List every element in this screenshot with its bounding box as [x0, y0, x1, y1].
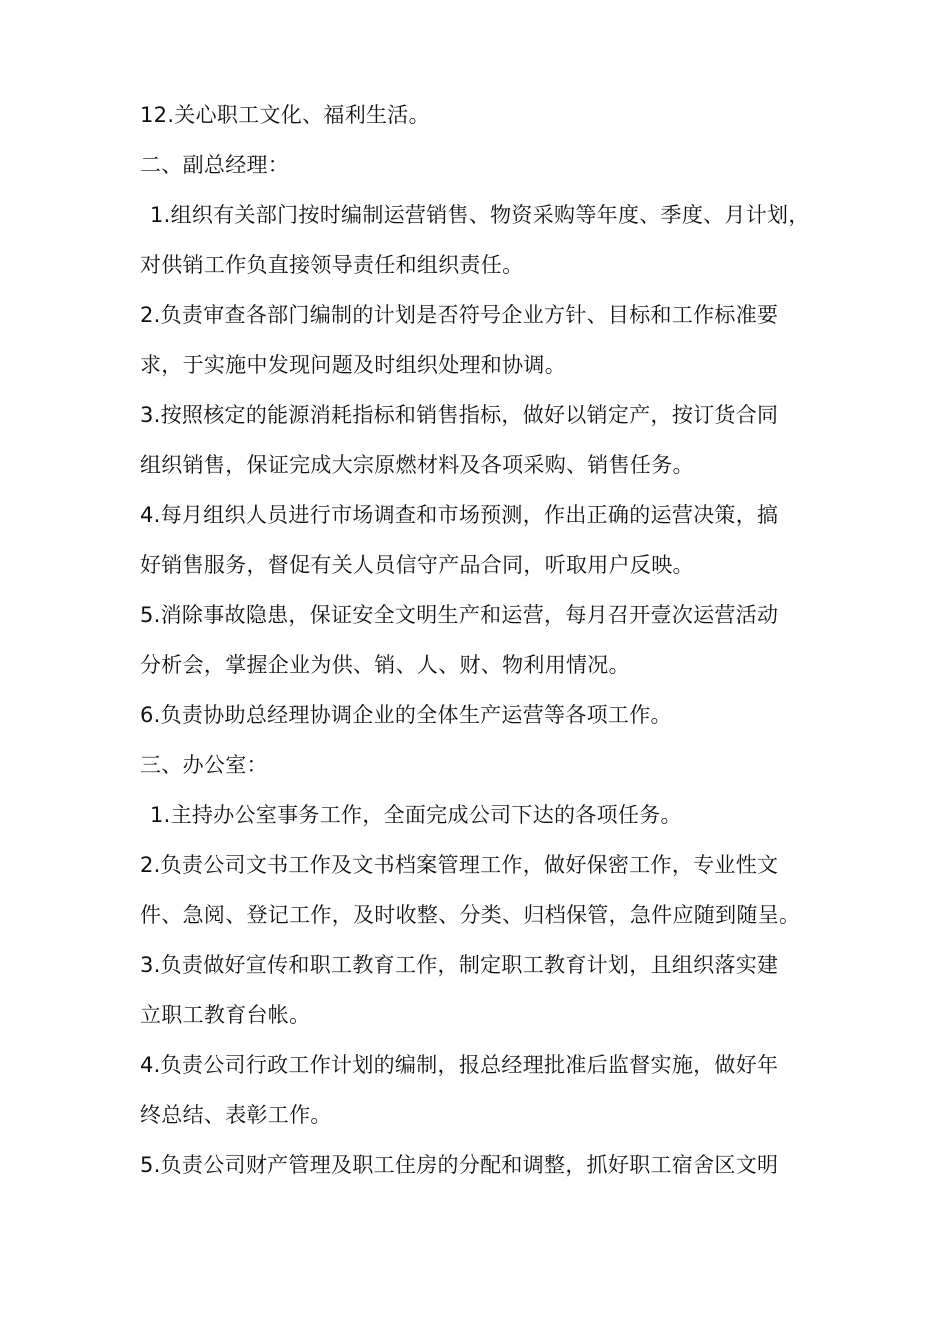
text-line: 组织销售，保证完成大宗原燃材料及各项采购、销售任务。	[140, 453, 694, 477]
text-line: 4.每月组织人员进行市场调查和市场预测，作出正确的运营决策，搞	[140, 503, 779, 527]
document-body	[140, 90, 840, 1190]
text-line: 2.负责审查各部门编制的计划是否符号企业方针、目标和工作标准要	[140, 303, 779, 327]
text-line: 3.按照核定的能源消耗指标和销售指标，做好以销定产，按订货合同	[140, 403, 779, 427]
text-line: 分析会，掌握企业为供、销、人、财、物利用情况。	[140, 653, 630, 677]
text-line: 4.负责公司行政工作计划的编制，报总经理批准后监督实施，做好年	[140, 1053, 779, 1077]
text-line: 3.负责做好宣传和职工教育工作，制定职工教育计划，且组织落实建	[140, 953, 779, 977]
text-line: 5.负责公司财产管理及职工住房的分配和调整，抓好职工宿舍区文明	[140, 1153, 779, 1177]
text-line: 终总结、表彰工作。	[140, 1103, 332, 1127]
text-line: 5.消除事故隐患，保证安全文明生产和运营，每月召开壹次运营活动	[140, 603, 779, 627]
text-line: 2.负责公司文书工作及文书档案管理工作，做好保密工作，专业性文	[140, 853, 779, 877]
text-line: 12.关心职工文化、福利生活。	[140, 103, 430, 127]
text-line: 对供销工作负直接领导责任和组织责任。	[140, 253, 524, 277]
text-line: 立职工教育台帐。	[140, 1003, 311, 1027]
text-line: 好销售服务，督促有关人员信守产品合同，听取用户反映。	[140, 553, 694, 577]
section-heading: 三、办公室：	[140, 753, 268, 777]
section-heading: 二、副总经理：	[140, 153, 290, 177]
text-line: 6.负责协助总经理协调企业的全体生产运营等各项工作。	[140, 703, 672, 727]
text-line: 1.组织有关部门按时编制运营销售、物资采购等年度、季度、月计划，	[150, 203, 810, 227]
text-line: 求，于实施中发现问题及时组织处理和协调。	[140, 353, 566, 377]
text-line: 1.主持办公室事务工作，全面完成公司下达的各项任务。	[150, 803, 682, 827]
text-line: 件、急阅、登记工作，及时收整、分类、归档保管，急件应随到随呈。	[140, 903, 801, 927]
